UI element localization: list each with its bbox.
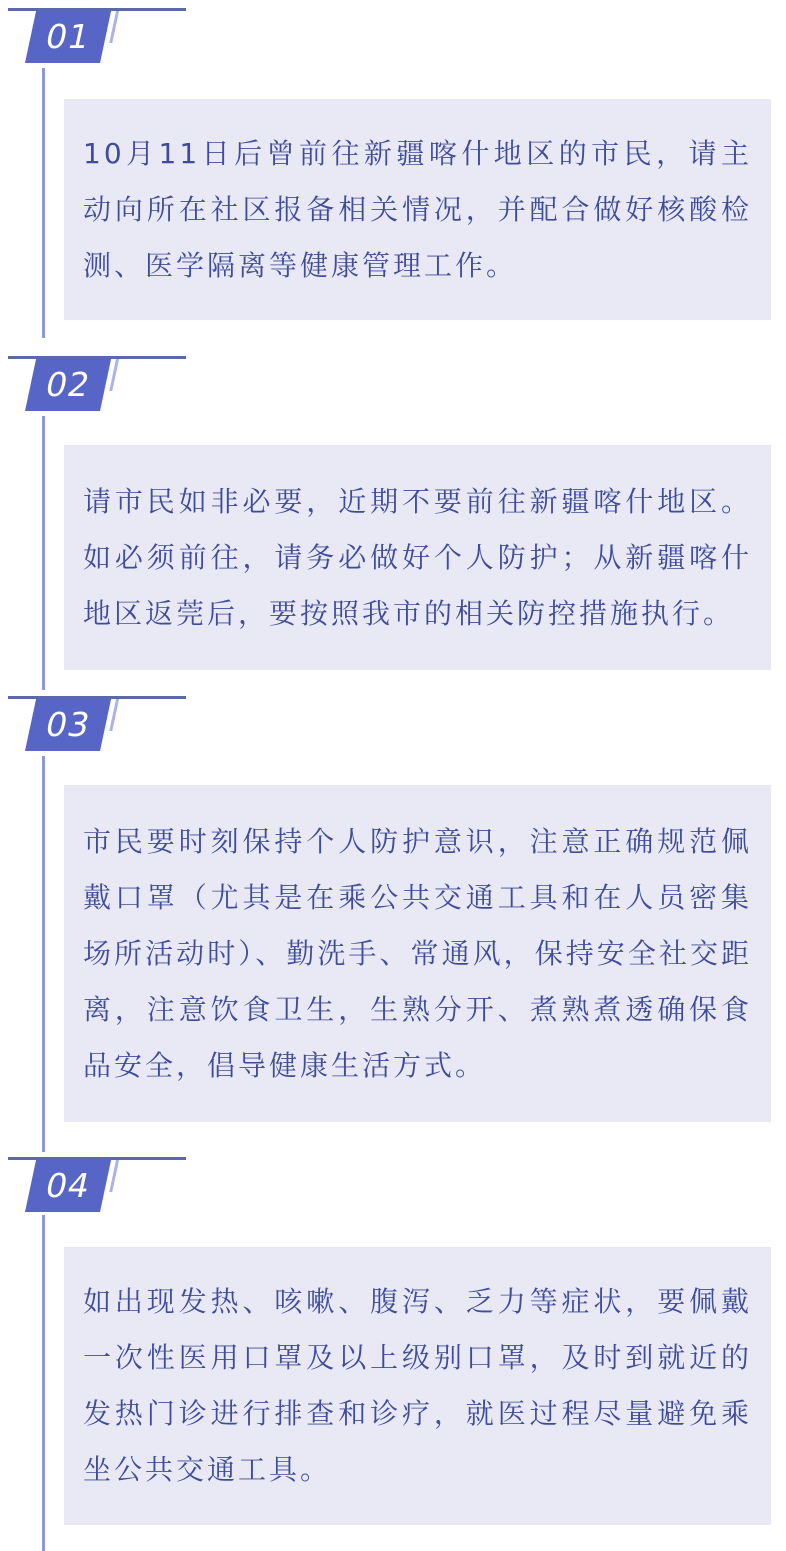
content-box-02 — [64, 445, 771, 670]
content-text: 市民要时刻保持个人防护意识，注意正确规范佩戴口罩（尤其是在乘公共交通工具和在人员密集场所活动时）、勤洗手、常通风，保持安全社交距离，注意饮食卫生，生熟分开、煮熟煮透确保食品安全，倡导健康生活方式。 — [83, 824, 752, 1082]
badge-number: 01 — [41, 17, 95, 56]
section-badge-01 — [25, 11, 111, 63]
badge-number: 02 — [41, 365, 95, 404]
content-box-03 — [64, 785, 771, 1122]
content-text: 10月11日后曾前往新疆喀什地区的市民，请主动向所在社区报备相关情况，并配合做好核酸检测、医学隔离等健康管理工作。 — [83, 136, 752, 282]
badge-echo-edge — [109, 1160, 119, 1192]
timeline-vertical-line — [42, 68, 45, 338]
badge-number: 03 — [41, 705, 95, 744]
timeline-vertical-line — [42, 1215, 45, 1551]
section-badge-02 — [25, 359, 111, 411]
badge-echo-edge — [109, 11, 119, 43]
section-badge-03 — [25, 699, 111, 751]
content-box-01 — [64, 99, 771, 320]
section-badge-04 — [25, 1160, 111, 1212]
badge-echo-edge — [109, 359, 119, 391]
content-text: 如出现发热、咳嗽、腹泻、乏力等症状，要佩戴一次性医用口罩及以上级别口罩，及时到就近的发热门诊进行排查和诊疗，就医过程尽量避免乘坐公共交通工具。 — [83, 1285, 752, 1486]
content-box-04 — [64, 1247, 771, 1525]
timeline-vertical-line — [42, 416, 45, 690]
timeline-vertical-line — [42, 756, 45, 1152]
badge-echo-edge — [109, 699, 119, 731]
badge-number: 04 — [41, 1166, 95, 1205]
content-text: 请市民如非必要，近期不要前往新疆喀什地区。如必须前往，请务必做好个人防护；从新疆喀什地区返莞后，要按照我市的相关防控措施执行。 — [83, 484, 752, 630]
